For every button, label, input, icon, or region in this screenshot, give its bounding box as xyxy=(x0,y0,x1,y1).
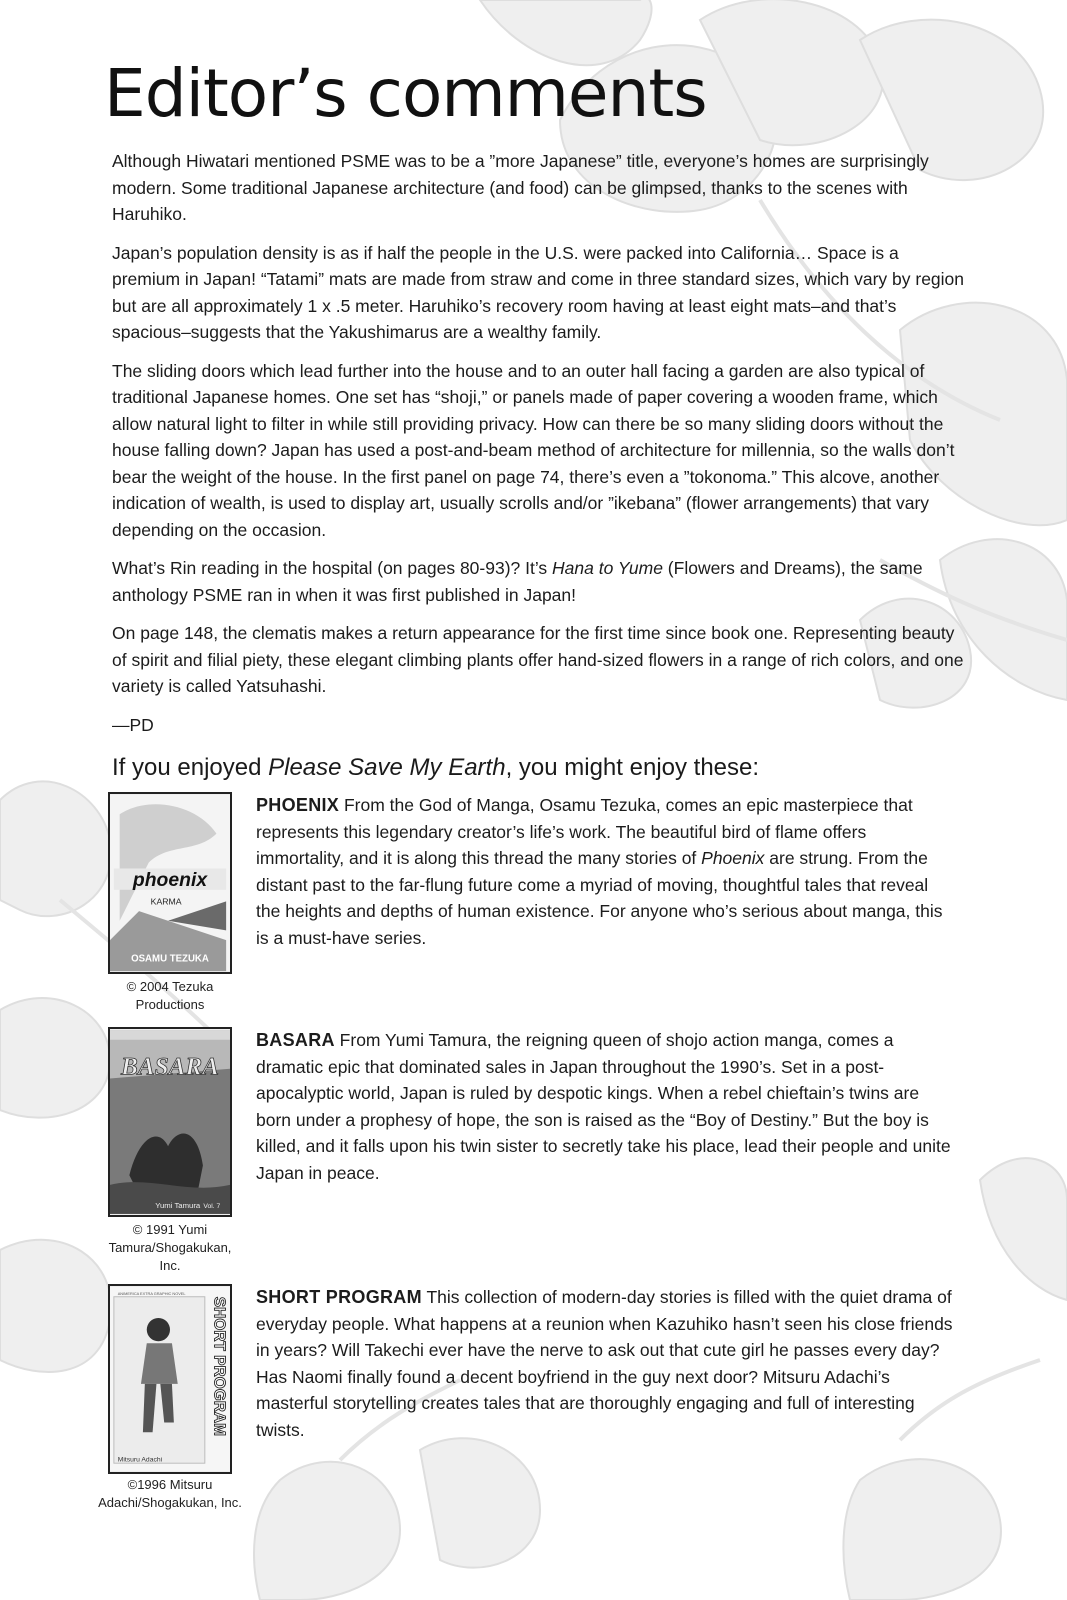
comment-paragraph: On page 148, the clematis makes a return appearance for the first time since book one. Representing beauty of spirit and filial piety, these elegant climbing plants offer hand-sized flowers in a range of rich colors, and one variety is called Yatsuhashi. xyxy=(112,623,964,696)
phoenix-title: PHOENIX xyxy=(256,795,340,815)
recommendation-basara xyxy=(108,1027,968,1277)
editor-comments xyxy=(112,148,968,750)
recommendation-phoenix xyxy=(108,792,968,1022)
short-program-cover-author: Mitsuru Adachi xyxy=(117,1456,163,1464)
basara-cover-author: Yumi Tamura xyxy=(155,1201,201,1211)
description-text: This collection of modern-day stories is filled with the quiet drama of everyday people. What happens at a reunion when Kazuhiko hasn’t seen his close friends in years? Will Takechi ever have the nerve to ask out that cute girl he passes every day? Has Naomi finally found a decent boyfriend in the guy next door? Mitsuru Adachi’s masterful storytelling creates tales that are thoroughly engaging and full of interesting twists. xyxy=(256,1287,953,1440)
magazine-title: Hana to Yume xyxy=(552,558,663,578)
description-text: From Yumi Tamura, the reigning queen of shojo action manga, comes a dramatic epic that dominated sales in Japan throughout the 1990’s. Set in a post-apocalyptic world, Japan is ruled by despotic kings. When a rebel chieftain’s twins are born under a prophesy of hope, the son is raised as the “Boy of Destiny.” But the boy is killed, and it falls upon his twin sister to secretly take his place, lead their people and unite Japan in peace. xyxy=(256,1030,951,1183)
comment-paragraph: The sliding doors which lead further into the house and to an outer hall facing a garden are also typical of traditional Japanese homes. One set has “shoji,” or panels made of paper covering a wooden frame, which allow natural light to filter in while still providing privacy. How can there be so many sliding doors without the house falling down? Japan has used a post-and-beam method of architecture for millennia, so the walls don’t bear the weight of the house. In the first panel on page 74, there’s even a ”tokonoma.” This alcove, another indication of wealth, is used to display art, usually scrolls and/or ”ikebana” (flower arrangements) that vary depending on the occasion. xyxy=(112,360,955,540)
basara-description xyxy=(256,1027,956,1186)
phoenix-description xyxy=(256,792,956,951)
short-program-title: SHORT PROGRAM xyxy=(256,1287,422,1307)
phoenix-cover-subtitle: KARMA xyxy=(150,896,182,907)
basara-copyright: © 1991 Yumi Tamura/Shogakukan, Inc. xyxy=(108,1222,232,1273)
phoenix-copyright: © 2004 Tezuka Productions xyxy=(126,979,214,1012)
recommendation-heading xyxy=(112,752,759,784)
comment-paragraph: Japan’s population density is as if half the people in the U.S. were packed into California… Space is a premium in Japan! “Tatami” mats are made from straw and come in three standard sizes, which vary by region but are all approximately 1 x .5 meter. Haruhiko’s recovery room having at least eight mats–and that’s spacious–suggests that the Yakushimarus are a wealthy family. xyxy=(112,242,965,342)
series-title: Please Save My Earth xyxy=(268,754,506,781)
editor-signature: —PD xyxy=(112,714,154,735)
page-title: Editor’s comments xyxy=(104,55,707,132)
recommendation-short-program xyxy=(98,1284,968,1534)
short-program-description xyxy=(256,1284,956,1443)
basara-title: BASARA xyxy=(256,1030,335,1050)
short-program-cover-logo: SHORT PROGRAM xyxy=(210,1296,228,1436)
description-text: From the God of Manga, Osamu Tezuka, comes an epic masterpiece that represents this legendary creator’s life’s work. The beautiful bird of flame offers immortality, and it is along this thread the many stories of xyxy=(256,795,913,868)
phoenix-cover-image xyxy=(108,792,232,974)
comment-text: (Flowers and Dreams), the same anthology PSME ran in when it was first published in Japan! xyxy=(112,558,923,605)
short-program-copyright: ©1996 Mitsuru Adachi/Shogakukan, Inc. xyxy=(98,1477,242,1510)
basara-cover-image xyxy=(108,1027,232,1217)
comment-text: What’s Rin reading in the hospital (on pages 80-93)? It’s xyxy=(112,558,553,578)
comment-paragraph xyxy=(112,555,968,608)
description-text: are strung. From the distant past to the far-flung future come a myriad of moving, thoughtful tales that reveal the heights and depths of human existence. For anyone who’s serious about manga, this is a must-have series. xyxy=(256,848,943,948)
phoenix-cover-author: OSAMU TEZUKA xyxy=(131,953,209,965)
short-program-cover-image xyxy=(108,1284,232,1474)
series-title: Phoenix xyxy=(701,848,765,868)
basara-cover-volume: Vol. 7 xyxy=(203,1203,221,1211)
heading-text: If you enjoyed xyxy=(112,754,269,781)
short-program-cover-header: ANIMERICA EXTRA GRAPHIC NOVEL xyxy=(117,1290,186,1296)
phoenix-cover-logo: phoenix xyxy=(132,868,208,891)
basara-cover-logo: BASARA xyxy=(121,1053,219,1081)
heading-text: , you might enjoy these: xyxy=(505,754,760,781)
comment-paragraph: Although Hiwatari mentioned PSME was to be a ”more Japanese” title, everyone’s homes are surprisingly modern. Some traditional Japanese architecture (and food) can be glimpsed, thanks to the scenes with Haruhiko. xyxy=(112,151,929,224)
